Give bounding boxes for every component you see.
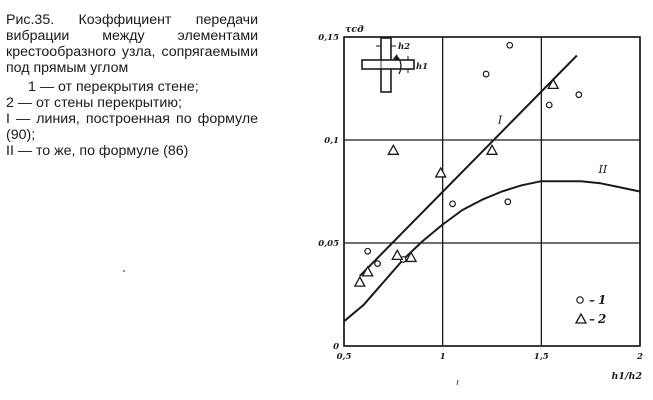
y-axis-title: τcд xyxy=(345,24,364,35)
point-series-1 xyxy=(483,71,489,77)
legend-circle-marker xyxy=(577,297,583,303)
y-tick-label: 0,15 xyxy=(318,33,339,43)
point-series-2 xyxy=(406,252,416,261)
legend-triangle-marker xyxy=(576,314,586,323)
inset-label-h2: h2 xyxy=(398,42,411,52)
legend-label-1: – xyxy=(589,293,595,307)
chart-legend xyxy=(576,293,606,326)
x-tick-label: 1 xyxy=(439,352,446,362)
legend-series-1: 1 xyxy=(598,293,607,307)
y-tick-label: 0,05 xyxy=(318,239,339,249)
point-series-1 xyxy=(375,261,381,267)
y-tick-label: 0,1 xyxy=(324,136,339,146)
x-axis-title: h1/h2 xyxy=(611,371,642,382)
caption-title: Рис.35. Коэффициент передачи вибрации между элементами крестообразного узла, сопрягаемыми под прямым углом xyxy=(6,12,258,76)
caption-item-1: 1 — от перекрытия стене; xyxy=(28,79,199,95)
line-label-II: II xyxy=(598,162,608,176)
line-II xyxy=(344,181,640,321)
inset-label-h1: h1 xyxy=(416,62,429,72)
joint-sketch-icon xyxy=(362,38,428,92)
point-series-1 xyxy=(450,201,456,207)
point-series-1 xyxy=(365,248,371,254)
caption-item-2: 2 — от стены перекрытию; xyxy=(6,95,182,111)
x-tick-label: 2 xyxy=(637,352,643,362)
point-series-1 xyxy=(546,102,552,108)
caption-item-3: I — линия, построенная по формуле (90); xyxy=(6,111,258,143)
scan-speck xyxy=(123,270,125,272)
legend-label-2: – xyxy=(589,312,595,326)
legend-series-2: 2 xyxy=(598,312,607,326)
scan-speck xyxy=(457,380,458,385)
point-series-2 xyxy=(392,250,402,259)
x-tick-label: 0,5 xyxy=(336,352,352,362)
point-series-2 xyxy=(436,168,446,177)
x-tick-label: 1,5 xyxy=(533,352,549,362)
line-label-I: I xyxy=(497,113,503,127)
chart-lines xyxy=(344,56,640,322)
point-series-2 xyxy=(388,145,398,154)
y-tick-label: 0 xyxy=(333,342,339,352)
point-series-2 xyxy=(355,277,365,286)
caption-item-4: II — то же, по формуле (86) xyxy=(6,143,189,159)
point-series-1 xyxy=(576,92,582,98)
point-series-1 xyxy=(505,199,511,205)
point-series-1 xyxy=(507,42,513,48)
